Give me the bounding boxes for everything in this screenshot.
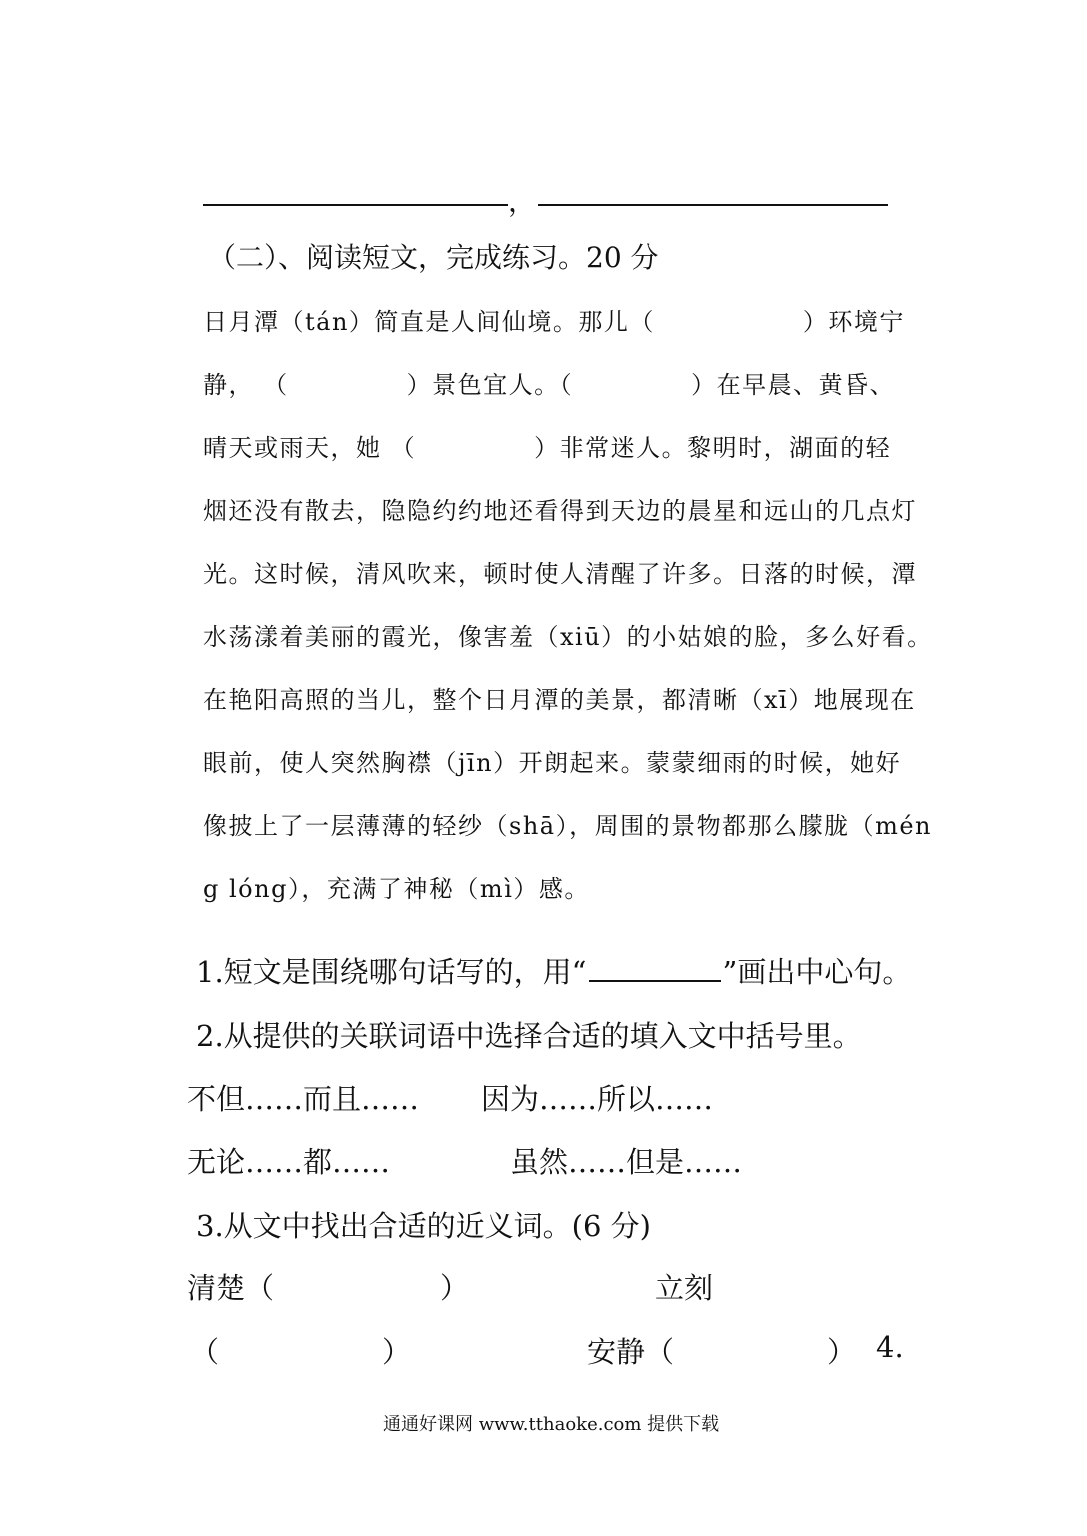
answer-line-left[interactable] — [203, 204, 508, 206]
synonym-word-1: 清楚（ — [187, 1271, 275, 1305]
conjunction-option: 无论……都…… — [187, 1145, 391, 1179]
passage-line-8: 眼前，使人突然胸襟（jīn）开朗起来。蒙蒙细雨的时候，她好 — [203, 749, 902, 777]
q1-answer-blank[interactable] — [589, 956, 721, 982]
next-question-number: 4. — [876, 1330, 904, 1364]
passage-line-6: 水荡漾着美丽的霞光，像害羞（xiū）的小姑娘的脸，多么好看。 — [203, 623, 933, 651]
passage-line-4: 烟还没有散去，隐隐约约地还看得到天边的晨星和远山的几点灯 — [203, 497, 917, 525]
answer-line-right[interactable] — [538, 204, 888, 206]
passage-line-1: 日月潭（tán）简直是人间仙境。那儿（ ）环境宁 — [203, 308, 905, 336]
section-heading: （二）、阅读短文，完成练习。20 分 — [208, 241, 659, 274]
footer-credit: 通通好课网 www.tthaoke.com 提供下载 — [383, 1414, 720, 1435]
passage-line-10: g lóng），充满了神秘（mì）感。 — [203, 875, 590, 903]
conjunction-option: 不但……而且…… — [187, 1082, 420, 1116]
conjunction-option: 虽然……但是…… — [510, 1145, 743, 1179]
question-3: 3.从文中找出合适的近义词。(6 分) — [196, 1209, 651, 1243]
synonym-close-3: ） — [827, 1335, 857, 1369]
question-1: 1.短文是围绕哪句话写的，用“ ”画出中心句。 — [196, 955, 912, 989]
question-2: 2.从提供的关联词语中选择合适的填入文中括号里。 — [196, 1019, 862, 1053]
synonym-word-3: 安静（ — [587, 1335, 675, 1369]
synonym-close-2: ） — [382, 1335, 412, 1369]
synonym-word-2: 立刻 — [655, 1271, 714, 1305]
answer-comma: ， — [508, 185, 537, 218]
conjunction-option: 因为……所以…… — [481, 1082, 714, 1116]
synonym-open-2: （ — [190, 1335, 220, 1369]
passage-line-3: 晴天或雨天，她 （ ）非常迷人。黎明时，湖面的轻 — [203, 434, 892, 462]
passage-line-2: 静， （ ）景色宜人。（ ）在早晨、黄昏、 — [203, 371, 896, 399]
passage-line-7: 在艳阳高照的当儿，整个日月潭的美景，都清晰（xī）地展现在 — [203, 686, 916, 714]
passage-line-5: 光。这时候，清风吹来，顿时使人清醒了许多。日落的时候，潭 — [203, 560, 917, 588]
passage-line-9: 像披上了一层薄薄的轻纱（shā），周围的景物都那么朦胧（mén — [203, 812, 932, 840]
synonym-close-1: ） — [440, 1271, 470, 1305]
